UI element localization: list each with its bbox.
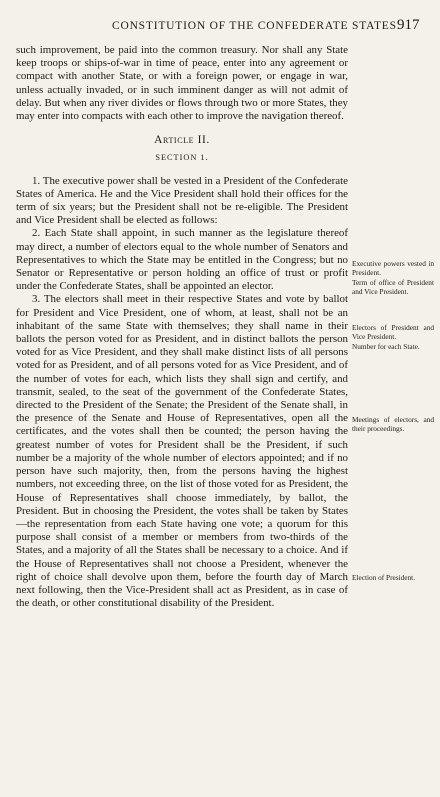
page-header (0, 0, 440, 44)
margin-note-electors: Electors of President and Vice President. (352, 323, 434, 341)
clause-1-paragraph: 1. The executive power shall be vested in a President of the Confederate States of America. He and the Vice President shall hold their offices for the term of six years; but the President shall not be re-eligible. The President and Vice President shall be elected as follows: (16, 174, 348, 227)
body-text (16, 44, 348, 610)
margin-note-number-per-state: Number for each State. (352, 342, 420, 351)
carryover-paragraph: such improvement, be paid into the common treasury. Nor shall any State keep troops or ships-of-war in time of peace, enter into any agreement or compact with another State, or with a foreign power, or engage in war, unless actually invaded, or in such imminent danger as will not admit of delay. But when any river divides or flows through two or more States, they may enter into compacts with each other to improve the navigation thereof. (16, 44, 348, 123)
margin-note-term-of-office: Term of office of President and Vice President. (352, 278, 434, 296)
clause-2-paragraph: 2. Each State shall appoint, in such manner as the legislature thereof may direct, a number of electors equal to the whole number of Senators and Representatives to which the State may be entitled in the Congress; but no Senator or Representative or person holding an office of trust or profit under the Confederate States, shall be appointed an elector. (16, 227, 348, 293)
section-title: SECTION 1. (155, 153, 209, 163)
margin-note-executive-powers: Executive powers vested in President. (352, 259, 434, 277)
margin-note-meetings-of-electors: Meetings of electors, and their proceedings. (352, 415, 434, 433)
clause-3-paragraph: 3. The electors shall meet in their respective States and vote by ballot for President and Vice President, one of whom, at least, shall not be an inhabitant of the same State with themselves; they shall name in their ballots the person voted for as President, and in distinct ballots the person voted for as Vice President, and they shall make distinct lists of all persons voted for as President, and of all persons voted for as Vice President, and of the number of votes for each, which lists they shall sign and certify, and transmit, sealed, to the seat of the government of the Confederate States, directed to the President of the Senate; the President of the Senate shall, in the presence of the Senate and House of Representatives, open all the certificates, and the votes shall then be counted; the person having the greatest number of votes for President shall be the President, if such number be a majority of the whole number of electors appointed; and if no person have such majority, then, from the persons having the highest numbers, not exceeding three, on the list of those voted for as President, the House of Representatives shall choose immediately, by ballot, the President. But in choosing the President, the votes shall be taken by States—the representation from each State having one vote; a quorum for this purpose shall consist of a member or members from two-thirds of the States, and a majority of all the States shall be necessary to a choice. And if the House of Representatives shall not choose a President, whenever the right of choice shall devolve upon them, before the fourth day of March next following, then the Vice-President shall act as President, as in case of the death, or other constitutional disability of the President. (16, 293, 348, 610)
margin-note-election-of-president: Election of President. (352, 573, 416, 582)
page-number: 917 (397, 17, 420, 33)
running-head: CONSTITUTION OF THE CONFEDERATE STATES. (112, 20, 401, 32)
article-title: Article II. (154, 134, 210, 147)
